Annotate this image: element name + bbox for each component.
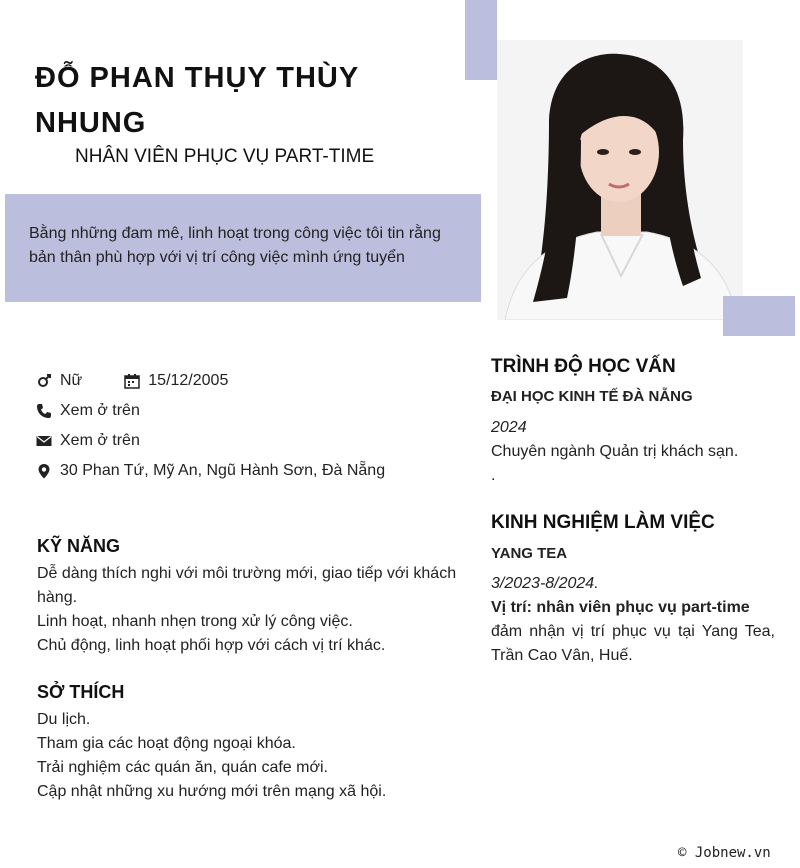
phone-value: Xem ở trên — [60, 402, 140, 419]
skills-heading: KỸ NĂNG — [37, 536, 121, 556]
hobbies-heading: SỞ THÍCH — [37, 682, 125, 702]
location-icon — [36, 463, 52, 479]
education-heading: TRÌNH ĐỘ HỌC VẤN — [491, 356, 676, 377]
hobby-item: Trải nghiệm các quán ăn, quán cafe mới. — [37, 759, 328, 776]
footer-copyright: © Jobnew.vn — [678, 845, 771, 861]
phone-icon — [36, 403, 52, 419]
skill-item: Linh hoạt, nhanh nhẹn trong xử lý công việc. — [37, 613, 353, 630]
decor-block-photo — [723, 296, 795, 336]
candidate-name: ĐỖ PHAN THỤY THÙY NHUNG — [35, 62, 359, 139]
contact-address — [36, 462, 385, 480]
education-year: 2024 — [491, 419, 527, 436]
contact-phone — [36, 402, 140, 420]
education-school: ĐẠI HỌC KINH TẾ ĐÀ NẴNG — [491, 388, 693, 405]
job-title: NHÂN VIÊN PHỤC VỤ PART-TIME — [75, 146, 375, 167]
contact-email — [36, 432, 140, 450]
profile-photo — [497, 40, 743, 320]
experience-role: Vị trí: nhân viên phục vụ part-time — [491, 599, 750, 616]
education-note: . — [491, 467, 496, 484]
experience-description: đảm nhận vị trí phục vụ tại Yang Tea, Trần Cao Vân, Huế. — [491, 623, 775, 664]
experience-period: 3/2023-8/2024. — [491, 575, 599, 592]
gender-icon — [36, 373, 52, 389]
hobby-item: Du lịch. — [37, 711, 91, 728]
hobbies-list — [37, 708, 457, 804]
email-value: Xem ở trên — [60, 432, 140, 449]
mail-icon — [36, 433, 52, 449]
skill-item: Dễ dàng thích nghi với môi trường mới, giao tiếp với khách hàng. — [37, 565, 457, 606]
calendar-icon — [124, 373, 140, 389]
career-summary: Bằng những đam mê, linh hoạt trong công việc tôi tin rằng bản thân phù hợp với vị trí công việc mình ứng tuyển — [29, 225, 441, 266]
birthdate-value: 15/12/2005 — [148, 372, 229, 389]
decor-block-top — [465, 0, 497, 80]
experience-company: YANG TEA — [491, 545, 568, 562]
address-value: 30 Phan Tứ, Mỹ An, Ngũ Hành Sơn, Đà Nẵng — [60, 462, 386, 479]
education-major: Chuyên ngành Quản trị khách sạn. — [491, 443, 739, 460]
experience-heading: KINH NGHIỆM LÀM VIỆC — [491, 512, 715, 533]
skill-item: Chủ động, linh hoạt phối hợp với cách vị trí khác. — [37, 637, 386, 654]
hobby-item: Tham gia các hoạt động ngoại khóa. — [37, 735, 296, 752]
gender-value: Nữ — [60, 372, 83, 389]
hobby-item: Cập nhật những xu hướng mới trên mạng xã hội. — [37, 783, 387, 800]
skills-list — [37, 562, 457, 658]
contact-gender-birthdate — [36, 372, 228, 390]
